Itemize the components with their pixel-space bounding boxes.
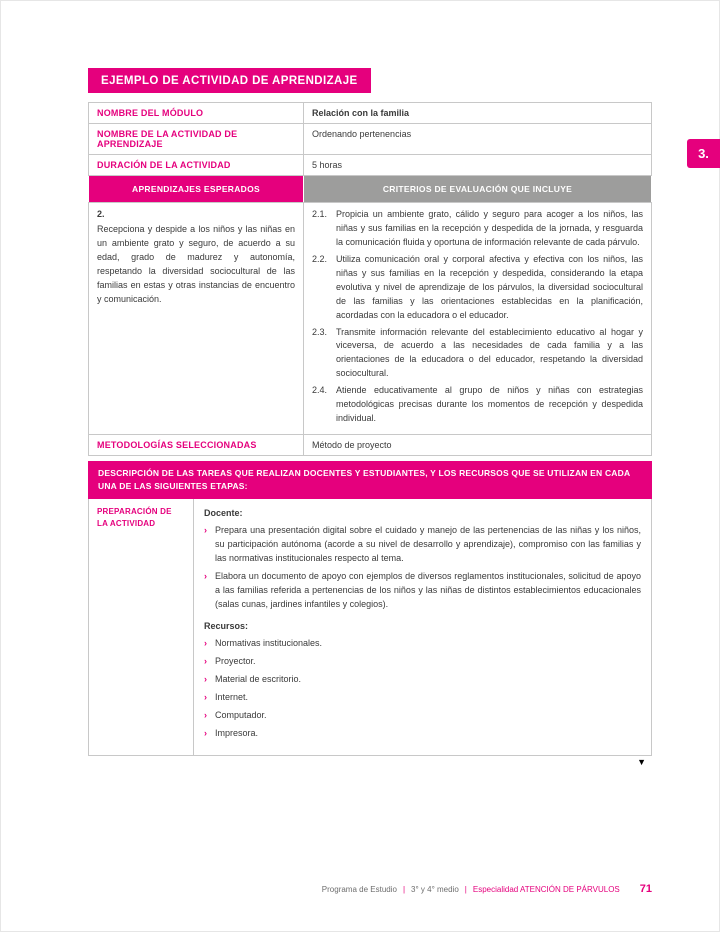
- expected-learning-text: Recepciona y despide a los niños y las niñas en un ambiente grato y seguro, de acuerdo a su edad, grado de madurez y autonomía, respetando la diversidad sociocultural de las familias en estas y otras instancias de encuentro y comunicación.: [97, 223, 295, 304]
- activity-info-table: [88, 102, 652, 456]
- footer-separator: |: [402, 885, 406, 894]
- recurso-item-text: Proyector.: [215, 655, 256, 666]
- recurso-item: [204, 727, 641, 741]
- criterion-number: 2.2.: [312, 253, 328, 264]
- criterion-item: [312, 326, 643, 382]
- recurso-item: [204, 691, 641, 705]
- methodology-label: METODOLOGÍAS SELECCIONADAS: [89, 435, 304, 456]
- continuation-triangle-icon: ▼: [637, 756, 646, 767]
- recurso-item-text: Internet.: [215, 691, 249, 702]
- recurso-item: [204, 673, 641, 687]
- recurso-item-text: Normativas institucionales.: [215, 637, 323, 648]
- bullet-icon: ›: [204, 637, 207, 648]
- criterion-number: 2.3.: [312, 326, 328, 337]
- recurso-item: [204, 655, 641, 669]
- evaluation-criteria-cell: [304, 203, 652, 435]
- footer-grade-text: 3° y 4° medio: [411, 885, 459, 894]
- table-content-row: [89, 203, 652, 435]
- criterion-item: [312, 208, 643, 250]
- preparation-stage-label: PREPARACIÓN DE LA ACTIVIDAD: [89, 499, 194, 754]
- criterion-number: 2.4.: [312, 385, 328, 396]
- docente-item-text: Elabora un documento de apoyo con ejemplos de diversos reglamentos institucionales, solicitud de apoyo a las familias referida a pertenencias de los niños y las niñas de distintos establecimientos educacionales (salas cunas, jardines infantiles y colegios).: [215, 571, 641, 610]
- criterion-number: 2.1.: [312, 209, 328, 219]
- criterion-text: Atiende educativamente al grupo de niños y niñas con estrategias metodológicas precisas durante los momentos de recepción y despedida individual.: [336, 385, 643, 424]
- recurso-item-text: Impresora.: [215, 727, 259, 738]
- bullet-icon: ›: [204, 727, 207, 738]
- footer-separator: |: [464, 885, 467, 894]
- table-header-row: [89, 176, 652, 203]
- docente-item-text: Prepara una presentación digital sobre el cuidado y manejo de las pertenencias de las niñas y los niños, su participación autónoma (acorde a su nivel de desarrollo y aprendizaje), compromiso con las familias y las normativas institucionales respecto al tema.: [215, 525, 641, 564]
- bullet-icon: ›: [204, 673, 207, 684]
- evaluation-criteria-header: CRITERIOS DE EVALUACIÓN QUE INCLUYE: [304, 176, 652, 203]
- recurso-item: [204, 709, 641, 723]
- module-name-label: NOMBRE DEL MÓDULO: [89, 103, 304, 124]
- docente-heading: Docente:: [204, 508, 243, 519]
- table-row-module: [89, 103, 652, 124]
- expected-learning-cell: [89, 203, 304, 435]
- docente-item: [204, 524, 641, 566]
- preparation-content: [194, 499, 651, 754]
- page-number: 71: [639, 883, 652, 895]
- recurso-item-text: Computador.: [215, 709, 267, 720]
- recursos-heading: Recursos:: [204, 620, 249, 631]
- chapter-tab-3: 3.: [687, 139, 720, 168]
- bullet-icon: ›: [204, 691, 207, 702]
- footer-specialty-text: Especialidad ATENCIÓN DE PÁRVULOS: [472, 885, 620, 894]
- recurso-item-text: Material de escritorio.: [215, 673, 302, 684]
- bullet-icon: ›: [204, 571, 207, 582]
- docente-item: [204, 570, 641, 612]
- expected-learning-number: 2.: [97, 209, 105, 219]
- criterion-text: Propicia un ambiente grato, cálido y seguro para acoger a los niños, las niñas y sus familias en la recepción y despedida de la jornada, y resguarda la comunicación fluida y oportuna de información relevante de cada párvulo.: [336, 209, 643, 247]
- activity-name-value: Ordenando pertenencias: [304, 124, 652, 155]
- bullet-icon: ›: [204, 709, 207, 720]
- page-content: [88, 68, 652, 767]
- bullet-icon: ›: [204, 655, 207, 666]
- module-name-value: Relación con la familia: [304, 103, 652, 124]
- criterion-item: [312, 253, 643, 323]
- duration-value: 5 horas: [304, 155, 652, 176]
- criterion-text: Utiliza comunicación oral y corporal afectiva y efectiva con los niños, las niñas y sus familias en la recepción y despedida, considerando la etapa evolutiva y nivel de aprendizaje de los párvulos, la diversidad sociocultural de las familias y las orientaciones establecidas en la planificación, acordadas con la educadora o el educador.: [336, 253, 643, 320]
- page-title: EJEMPLO DE ACTIVIDAD DE APRENDIZAJE: [88, 68, 371, 93]
- activity-name-label: NOMBRE DE LA ACTIVIDAD DE APRENDIZAJE: [89, 124, 304, 155]
- duration-label: DURACIÓN DE LA ACTIVIDAD: [89, 155, 304, 176]
- table-row-activity-name: [89, 124, 652, 155]
- criterion-item: [312, 384, 643, 426]
- page-footer: [322, 883, 652, 895]
- footer-program-text: Programa de Estudio: [321, 885, 397, 894]
- preparation-section: [88, 499, 652, 755]
- recurso-item: [204, 637, 641, 651]
- expected-learning-header: APRENDIZAJES ESPERADOS: [89, 176, 304, 203]
- methodology-value: Método de proyecto: [304, 435, 652, 456]
- tasks-description-banner: DESCRIPCIÓN DE LAS TAREAS QUE REALIZAN DOCENTES Y ESTUDIANTES, Y LOS RECURSOS QUE SE UTILIZAN EN CADA UNA DE LAS SIGUIENTES ETAPAS:: [88, 461, 652, 499]
- bullet-icon: ›: [204, 525, 207, 536]
- table-row-methodology: [89, 435, 652, 456]
- table-row-duration: [89, 155, 652, 176]
- criterion-text: Transmite información relevante del establecimiento educativo al hogar y viceversa, de acuerdo a las necesidades de cada familia y a las orientaciones de la educadora o del educador, respetando la diversidad sociocultural.: [336, 326, 643, 379]
